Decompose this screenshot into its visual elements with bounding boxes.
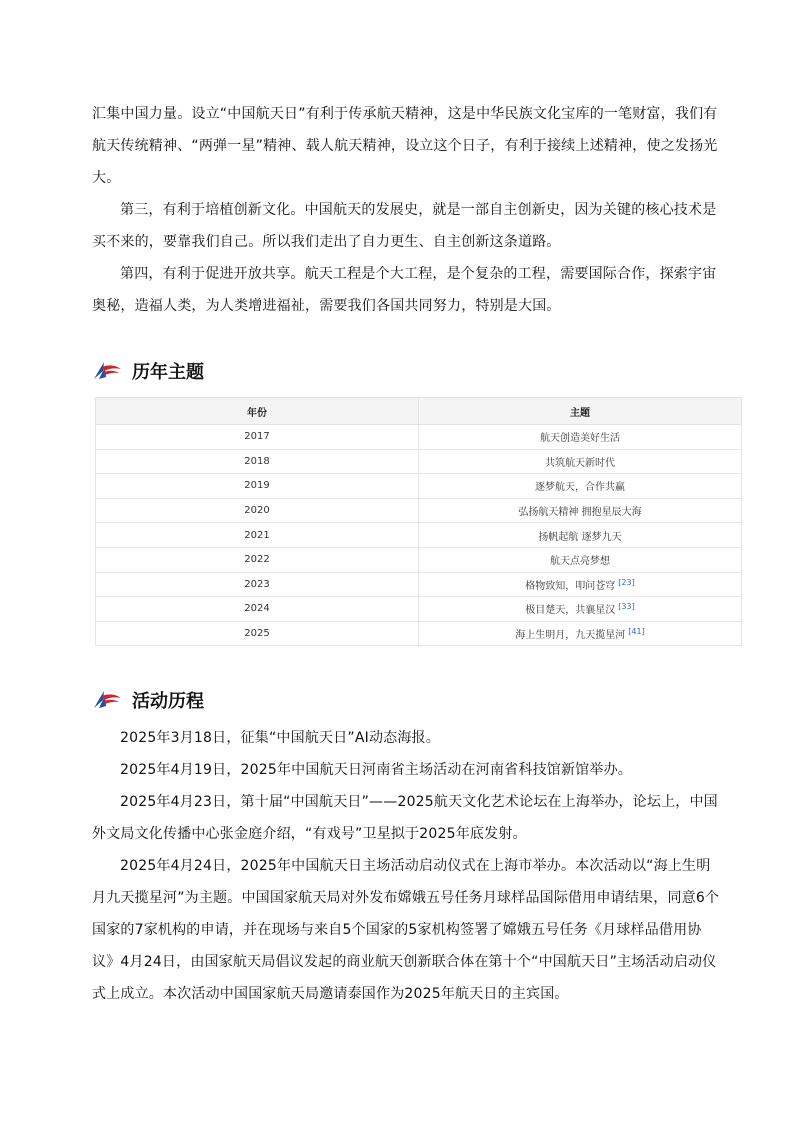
intro-paragraph-1: 汇集中国力量。设立“中国航天日”有利于传承航天精神，这是中华民族文化宝库的一笔财富，我们有航天传统精神、“两弹一星”精神、载人航天精神，设立这个日子，有利于接续上述精神，使之发扬光大。	[92, 106, 718, 186]
table-row	[96, 597, 742, 622]
table-row	[96, 621, 742, 646]
section-title: 活动历程	[132, 691, 204, 712]
theme-cell	[419, 547, 742, 572]
year-cell: 2021	[96, 523, 419, 548]
table-row	[96, 474, 742, 499]
theme-cell	[419, 498, 742, 523]
space-logo-icon	[92, 688, 122, 712]
year-cell: 2024	[96, 597, 419, 622]
section-heading-themes	[92, 357, 204, 385]
table-row	[96, 547, 742, 572]
theme-text: 弘扬航天精神 拥抱星辰大海	[518, 507, 642, 519]
theme-cell	[419, 425, 742, 450]
citation-link[interactable]: [33]	[618, 602, 635, 612]
table-row	[96, 523, 742, 548]
event-paragraph-2: 2025年4月19日，2025年中国航天日河南省主场活动在河南省科技馆新馆举办。	[120, 762, 632, 778]
section-heading-events	[92, 686, 204, 714]
theme-text: 逐梦航天，合作共赢	[535, 482, 625, 494]
year-cell: 2022	[96, 547, 419, 572]
event-paragraph-4: 2025年4月24日，2025年中国航天日主场活动启动仪式在上海市举办。本次活动以“海上生明月九天揽星河”为主题。中国国家航天局对外发布嫦娥五号任务月球样品国际借用申请结果，同意6个国家的7家机构的申请，并在现场与来自5个国家的5家机构签署了嫦娥五号任务《月球样品借用协议》4月24日，由国家航天局倡议发起的商业航天创新联合体在第十个“中国航天日”主场活动启动仪式上成立。本次活动中国国家航天局邀请泰国作为2025年航天日的主宾国。	[92, 858, 720, 1002]
theme-text: 海上生明月，九天揽星河	[515, 630, 626, 642]
event-paragraph-1: 2025年3月18日，征集“中国航天日”AI动态海报。	[120, 730, 440, 746]
theme-text: 极目楚天，共襄星汉	[525, 605, 616, 617]
theme-text: 航天创造美好生活	[540, 433, 620, 445]
theme-text: 航天点亮梦想	[550, 556, 610, 568]
year-cell: 2020	[96, 498, 419, 523]
year-cell: 2019	[96, 474, 419, 499]
space-logo-icon	[92, 359, 122, 383]
year-cell: 2023	[96, 572, 419, 597]
citation-link[interactable]: [41]	[628, 627, 645, 637]
table-row	[96, 572, 742, 597]
table-header-year: 年份	[96, 398, 419, 425]
year-cell: 2018	[96, 449, 419, 474]
table-row	[96, 449, 742, 474]
themes-table	[95, 397, 742, 646]
table-row	[96, 498, 742, 523]
table-header-row	[96, 398, 742, 425]
year-cell: 2025	[96, 621, 419, 646]
theme-cell	[419, 621, 742, 646]
theme-cell	[419, 449, 742, 474]
table-header-theme: 主题	[419, 398, 742, 425]
theme-text: 格物致知，叩问苍穹	[525, 580, 616, 592]
theme-text: 扬帆起航 逐梦九天	[538, 531, 622, 543]
theme-text: 共筑航天新时代	[545, 457, 615, 469]
theme-cell	[419, 474, 742, 499]
citation-link[interactable]: [23]	[618, 577, 635, 587]
theme-cell	[419, 572, 742, 597]
intro-paragraph-3: 第四，有利于促进开放共享。航天工程是个大工程，是个复杂的工程，需要国际合作，探索宇宙奥秘，造福人类，为人类增进福祉，需要我们各国共同努力，特别是大国。	[92, 266, 717, 314]
theme-cell	[419, 597, 742, 622]
section-title: 历年主题	[132, 362, 204, 383]
table-row	[96, 425, 742, 450]
theme-cell	[419, 523, 742, 548]
intro-paragraph-2: 第三，有利于培植创新文化。中国航天的发展史，就是一部自主创新史，因为关键的核心技术是买不来的，要靠我们自己。所以我们走出了自力更生、自主创新这条道路。	[92, 202, 717, 250]
event-paragraph-3: 2025年4月23日，第十届“中国航天日”——2025航天文化艺术论坛在上海举办，论坛上，中国外文局文化传播中心张金庭介绍，“有戏号”卫星拟于2025年底发射。	[92, 794, 718, 842]
year-cell: 2017	[96, 425, 419, 450]
